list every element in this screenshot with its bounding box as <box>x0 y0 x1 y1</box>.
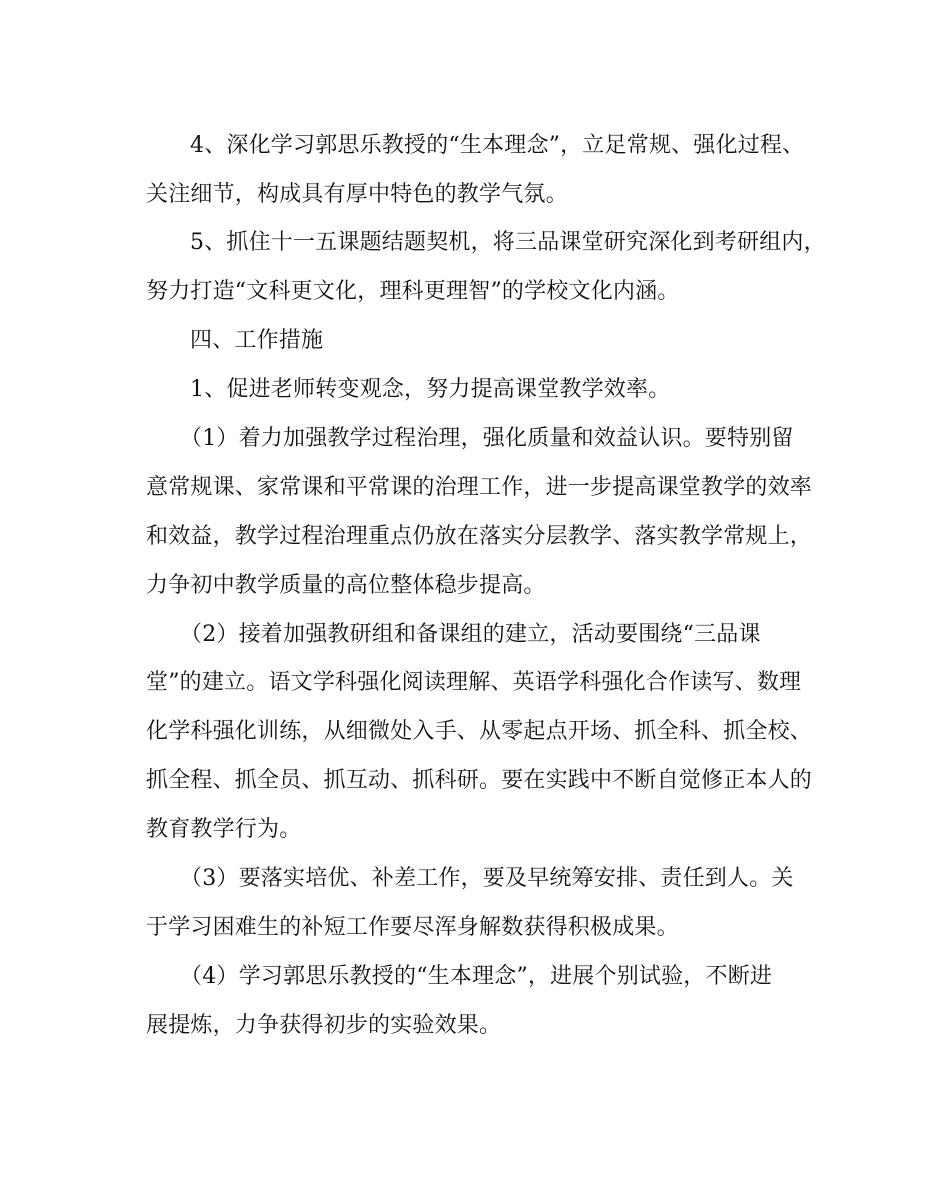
paragraph-line: 于学习困难生的补短工作要尽浑身解数获得积极成果。 <box>146 915 679 940</box>
paragraph-line: 堂”的建立。语文学科强化阅读理解、英语学科强化合作读写、数理 <box>146 670 802 695</box>
paragraph-line: 关注细节，构成具有厚中特色的教学气氛。 <box>146 182 568 207</box>
paragraph-line: 展提炼，力争获得初步的实验效果。 <box>146 1013 502 1038</box>
paragraph-line: （4）学习郭思乐教授的“生本理念”，进展个别试验，不断进 <box>180 964 773 989</box>
paragraph-line: 教育教学行为。 <box>146 817 302 842</box>
paragraph-line: （2）接着加强教研组和备课组的建立，活动要围绕“三品课 <box>180 622 761 647</box>
paragraph-line: 5、抓住十一五课题结题契机，将三品课堂研究深化到考研组内， <box>190 230 826 255</box>
paragraph-line: （1）着力加强教学过程治理，强化质量和效益认识。要特别留 <box>180 426 794 451</box>
paragraph-line: 和效益，教学过程治理重点仍放在落实分层教学、落实教学常规上， <box>146 524 813 549</box>
paragraph-line: （3）要落实培优、补差工作，要及早统筹安排、责任到人。关 <box>180 866 794 891</box>
paragraph-line: 4、深化学习郭思乐教授的“生本理念”，立足常规、强化过程、 <box>190 133 805 158</box>
paragraph-line: 意常规课、家常课和平常课的治理工作，进一步提高课堂教学的效率 <box>146 475 813 500</box>
paragraph-line: 力争初中教学质量的高位整体稳步提高。 <box>146 573 546 598</box>
section-heading: 四、工作措施 <box>190 328 324 353</box>
paragraph-line: 努力打造“文科更文化，理科更理智”的学校文化内涵。 <box>146 279 680 304</box>
paragraph-line: 化学科强化训练，从细微处入手、从零起点开场、抓全科、抓全校、 <box>146 719 813 744</box>
subsection-heading: 1、促进老师转变观念，努力提高课堂教学效率。 <box>190 377 671 402</box>
paragraph-line: 抓全程、抓全员、抓互动、抓科研。要在实践中不断自觉修正本人的 <box>146 768 813 793</box>
